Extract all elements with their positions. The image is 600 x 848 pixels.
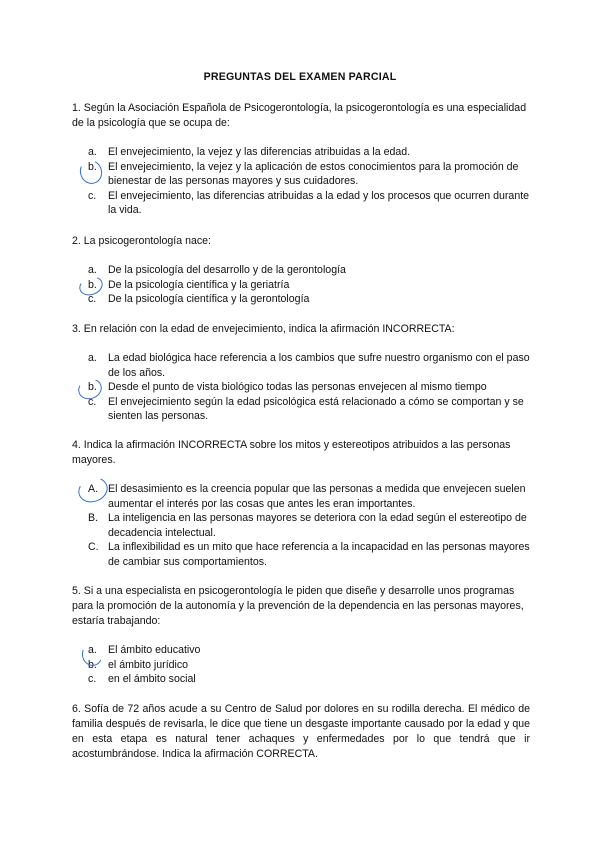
option-5c (88, 672, 533, 687)
option-text: Desde el punto de vista biológico todas las personas envejecen al mismo tiempo (108, 381, 487, 393)
option-letter: c. (88, 673, 97, 685)
question-3-options (88, 351, 533, 424)
option-3b (88, 380, 533, 395)
option-2b (88, 278, 533, 293)
option-1a (88, 145, 533, 160)
question-1-options (88, 145, 533, 218)
question-5-text: 5. Si a una especialista en psicogerontología le piden que diseñe y desarrolle unos programas para la promoción de la autonomía y la prevención de la dependencia en las personas mayores, estaría trabajando: (72, 585, 524, 627)
question-2-text: 2. La psicogerontología nace: (72, 235, 211, 247)
option-3a (88, 351, 533, 380)
option-text: De la psicología del desarrollo y de la gerontología (108, 264, 346, 276)
question-3-text: 3. En relación con la edad de envejecimiento, indica la afirmación INCORRECTA: (72, 323, 455, 335)
option-letter: b. (88, 658, 97, 671)
option-letter: a. (88, 644, 97, 656)
option-text: el ámbito jurídico (108, 658, 189, 671)
option-letter: B. (88, 512, 99, 524)
option-letter: a. (88, 146, 97, 158)
option-4b (88, 511, 533, 540)
option-text: La edad biológica hace referencia a los cambios que sufre nuestro organismo con el paso de los años. (108, 352, 530, 379)
option-1b (88, 160, 533, 189)
option-letter: b. (88, 160, 97, 173)
option-letter: c. (88, 189, 97, 202)
option-5b (88, 658, 533, 673)
option-text: De la psicología científica y la gerontología (108, 293, 310, 305)
option-text: El ámbito educativo (108, 644, 201, 656)
option-1c (88, 189, 533, 218)
option-letter: b. (88, 278, 97, 291)
option-text: De la psicología científica y la geriatría (108, 278, 290, 291)
question-6-text: 6. Sofía de 72 años acude a su Centro de Salud por dolores en su rodilla derecha. El médico de familia después de revisarla, le dice que tiene un desgaste importante causado por la edad y que en esta etapa es natural tener achaques y enfermedades por lo que tendrá que ir acostumbrándose. Indica la afirmación CORRECTA. (72, 703, 530, 760)
option-text: El desasimiento es la creencia popular que las personas a medida que envejecen suelen aumentar el interés por las cosas que antes les eran importantes. (108, 483, 526, 510)
question-2-options (88, 263, 533, 307)
option-letter: A. (88, 483, 99, 495)
option-letter: c. (88, 395, 97, 408)
option-letter: b. (88, 381, 97, 393)
option-text: La inflexibilidad es un mito que hace referencia a la incapacidad en las personas mayores de cambiar sus comportamientos. (108, 541, 530, 568)
question-4-options (88, 482, 533, 569)
option-2c (88, 292, 533, 307)
option-letter: c. (88, 293, 97, 305)
option-4c (88, 540, 533, 569)
page-title: PREGUNTAS DEL EXAMEN PARCIAL (203, 71, 397, 83)
question-4-text: 4. Indica la afirmación INCORRECTA sobre los mitos y estereotipos atribuidos a las personas mayores. (72, 439, 511, 466)
option-letter: C. (88, 541, 99, 553)
option-4a (88, 482, 533, 511)
option-text: El envejecimiento, la vejez y las diferencias atribuidas a la edad. (108, 146, 411, 158)
option-text: El envejecimiento, las diferencias atribuidas a la edad y los procesos que ocurren durante la vida. (108, 189, 530, 216)
option-text: El envejecimiento según la edad psicológica está relacionado a cómo se comportan y se sienten las personas. (108, 395, 524, 422)
option-letter: a. (88, 352, 97, 364)
option-text: La inteligencia en las personas mayores se deteriora con la edad según el estereotipo de decadencia intelectual. (108, 512, 527, 539)
option-3c (88, 395, 533, 424)
option-5a (88, 643, 533, 658)
question-5-options (88, 643, 533, 687)
option-text: en el ámbito social (108, 673, 196, 685)
question-1-text: 1. Según la Asociación Española de Psicogerontología, la psicogerontología es una especialidad de la psicología que se ocupa de: (72, 102, 527, 129)
option-letter: a. (88, 264, 97, 276)
option-2a (88, 263, 533, 278)
option-text: El envejecimiento, la vejez y la aplicación de estos conocimientos para la promoción de bienestar de las personas mayores y sus cuidadores. (108, 160, 519, 187)
